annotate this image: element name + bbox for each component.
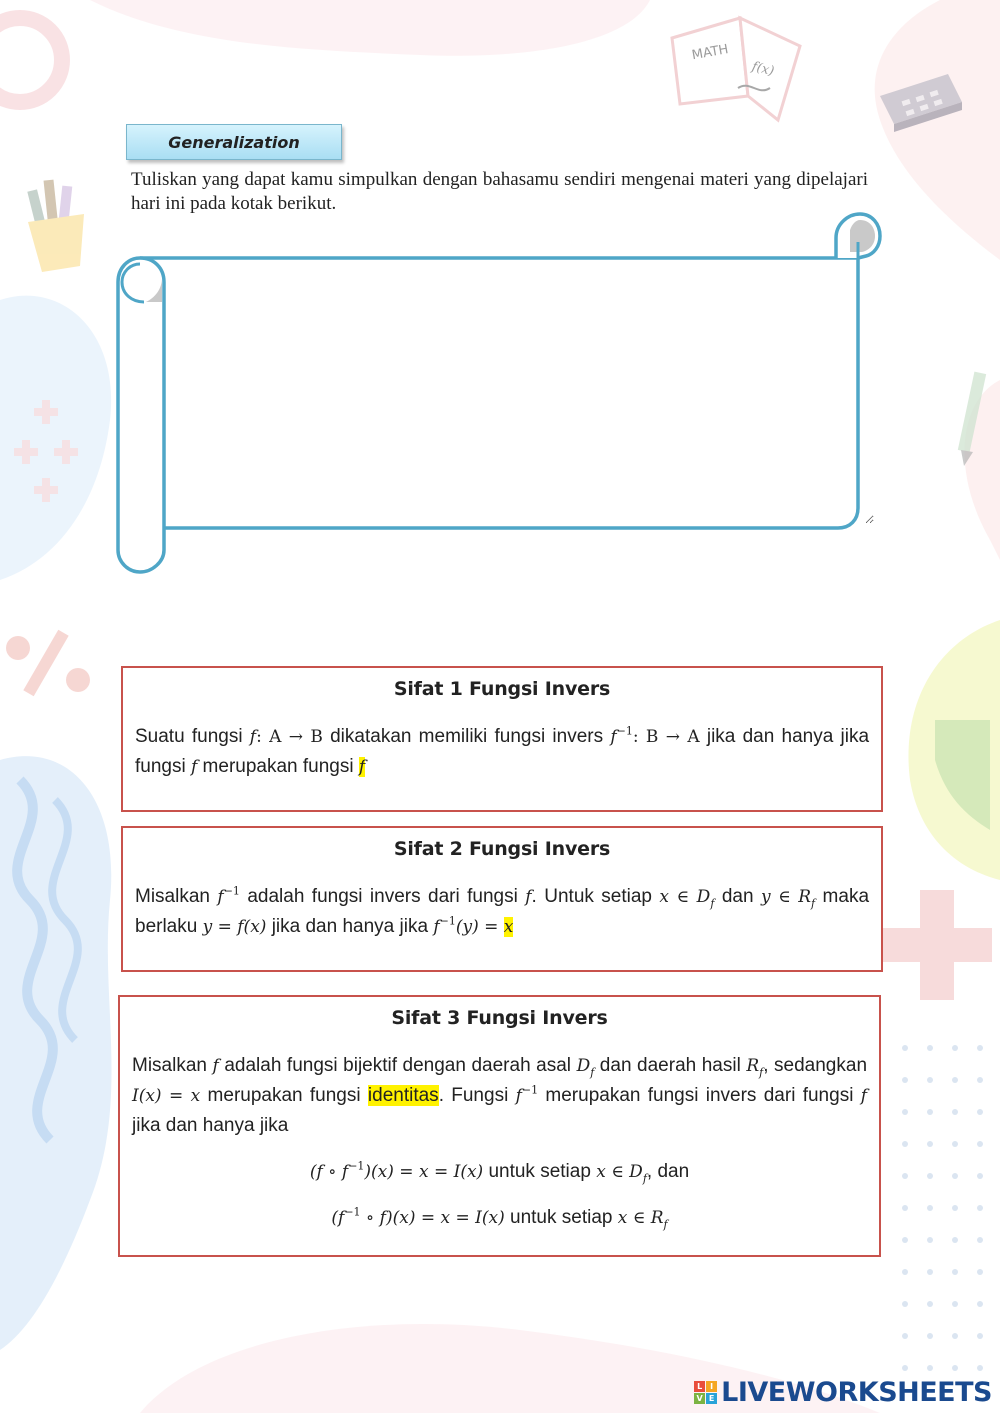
sifat-1-box <box>121 666 883 812</box>
math-subscript: f <box>590 1065 595 1079</box>
sifat-2-title: Sifat 2 Fungsi Invers <box>393 838 611 860</box>
logo-letter: E <box>706 1393 717 1404</box>
text: adalah fungsi invers dari fungsi <box>239 886 526 907</box>
text: dan <box>714 886 761 907</box>
text: jika dan hanya jika <box>132 1115 289 1136</box>
text: Misalkan <box>132 1055 213 1076</box>
math: ∘ f)(x) = x = I(x) <box>360 1208 505 1228</box>
math: f <box>515 1086 522 1106</box>
math: R <box>746 1056 760 1076</box>
math: (y) = <box>455 917 504 937</box>
book-label-fx: f(x) <box>750 59 776 80</box>
conclusion-input[interactable] <box>170 268 874 524</box>
percent-decor <box>6 630 90 697</box>
sifat-3-equation-1 <box>132 1157 867 1187</box>
liveworksheets-logo[interactable] <box>694 1377 992 1408</box>
math: y = f(x) <box>202 917 267 937</box>
scroll-roll-left <box>118 258 164 572</box>
math-superscript: −1 <box>344 1205 361 1219</box>
math-subscript: f <box>663 1217 668 1231</box>
math: x ∈ D <box>596 1162 643 1182</box>
generalization-label: Generalization <box>126 124 342 160</box>
text: Misalkan <box>135 886 218 907</box>
plus-decor-right <box>882 890 992 1000</box>
text: merupakan fungsi <box>197 756 359 777</box>
math: f <box>217 887 224 907</box>
sifat-3-equation-2 <box>132 1203 867 1233</box>
sifat-1-body <box>135 722 869 782</box>
blob-left-blue <box>0 296 111 580</box>
book-label-math: MATH <box>690 42 730 64</box>
text: jika dan hanya jika <box>266 916 434 937</box>
math: )(x) = x = I(x) <box>364 1162 484 1182</box>
text: , dan <box>646 1161 690 1182</box>
math: I(x) = x <box>132 1086 201 1106</box>
math: x ∈ D <box>659 887 711 907</box>
ring-top-left <box>0 18 62 102</box>
math: f <box>525 887 532 907</box>
sifat-2-box <box>121 826 883 972</box>
math-subscript: f <box>811 896 816 910</box>
math: f <box>249 727 257 747</box>
blob-top-pink <box>90 0 650 56</box>
logo-letter: V <box>694 1393 705 1404</box>
math-superscript: −1 <box>439 914 456 928</box>
text: maka berlaku <box>135 886 870 937</box>
logo-letter: I <box>706 1381 717 1392</box>
math: y ∈ R <box>760 887 812 907</box>
text: , sedangkan <box>763 1055 868 1076</box>
pencil-cup-icon <box>27 180 84 272</box>
liveworksheets-mark-icon <box>694 1381 717 1404</box>
math: f <box>610 727 617 747</box>
math-superscript: −1 <box>348 1159 365 1173</box>
text: . Fungsi <box>438 1085 516 1106</box>
answer-blank-3[interactable]: identitas <box>367 1085 439 1106</box>
text: untuk setiap <box>504 1207 618 1228</box>
text: merupakan fungsi invers dari fungsi <box>538 1085 861 1106</box>
text: adalah fungsi bijektif dengan daerah asal <box>218 1055 577 1076</box>
answer-blank-2[interactable]: x <box>503 917 514 937</box>
math: : A → B <box>256 727 323 747</box>
math-book-icon <box>672 18 800 120</box>
text: dan daerah hasil <box>594 1055 747 1076</box>
generalization-instruction: Tuliskan yang dapat kamu simpulkan dengan bahasamu sendiri mengenai materi yang dipelajari hari ini pada kotak berikut. <box>131 169 868 214</box>
logo-letter: L <box>694 1381 705 1392</box>
math-subscript: f <box>710 896 715 910</box>
sifat-1-title: Sifat 1 Fungsi Invers <box>393 678 611 700</box>
text: untuk setiap <box>483 1161 597 1182</box>
math-subscript: f <box>759 1065 764 1079</box>
text: dikatakan memiliki fungsi invers <box>322 726 611 747</box>
math-superscript: −1 <box>521 1083 539 1097</box>
text: merupakan fungsi <box>200 1085 368 1106</box>
blob-right-pink <box>875 0 1000 260</box>
math: f <box>212 1056 219 1076</box>
text: Suatu fungsi <box>135 726 250 747</box>
math: : B → A <box>632 727 700 747</box>
math: (f ∘ f <box>309 1162 349 1182</box>
math: D <box>576 1056 591 1076</box>
math: x ∈ R <box>617 1208 664 1228</box>
math-superscript: −1 <box>223 884 240 898</box>
answer-blank-1[interactable]: f <box>358 757 366 777</box>
math: f <box>860 1086 868 1106</box>
sifat-2-body <box>135 882 869 942</box>
dot-grid <box>902 1045 983 1371</box>
math: f <box>433 917 440 937</box>
text: . Untuk setiap <box>531 886 660 907</box>
math: f <box>190 757 198 777</box>
text: jika dan hanya jika fungsi <box>135 726 870 777</box>
sifat-3-title: Sifat 3 Fungsi Invers <box>391 1007 608 1029</box>
liveworksheets-brand: LIVEWORKSHEETS <box>721 1377 992 1408</box>
math-subscript: f <box>642 1171 647 1185</box>
math: (f <box>331 1208 345 1228</box>
sifat-3-box <box>118 995 881 1257</box>
sifat-3-body <box>132 1051 867 1141</box>
math-superscript: −1 <box>616 724 633 738</box>
